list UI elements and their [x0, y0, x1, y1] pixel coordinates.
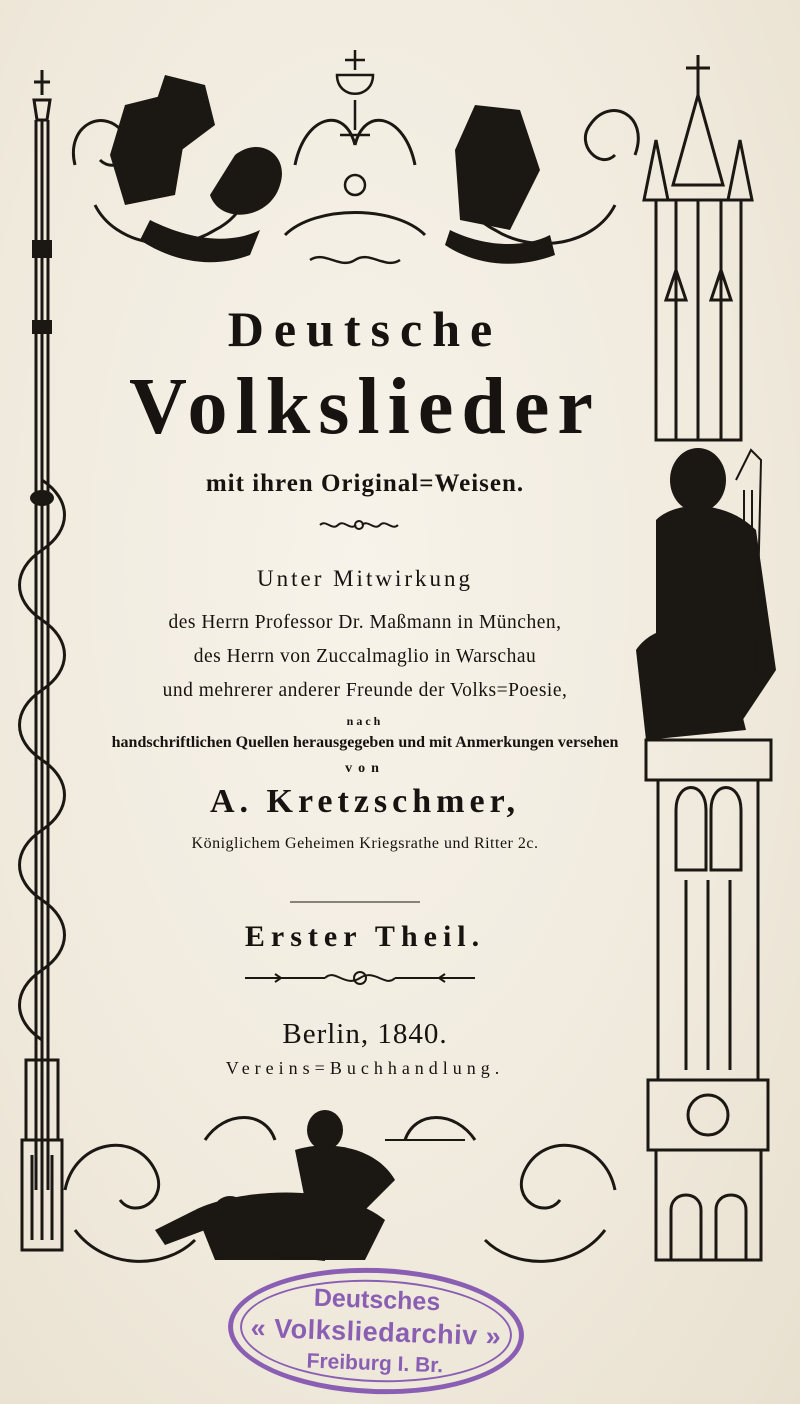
- credits-line-2: des Herrn Professor Dr. Maßmann in München,: [168, 612, 562, 633]
- title-line-2: Volkslieder: [129, 363, 601, 451]
- library-stamp: [226, 1263, 526, 1399]
- stamp-line-3: Freiburg I. Br.: [306, 1349, 444, 1378]
- credits-line-6: handschriftlichen Quellen herausgegeben und mit Anmerkungen versehen: [111, 734, 619, 751]
- author-rank: Königlichem Geheimen Kriegsrathe und Ritter 2c.: [191, 835, 539, 852]
- imprint-place-year: Berlin, 1840.: [282, 1018, 448, 1050]
- stamp-line-1: Deutsches: [313, 1283, 441, 1317]
- stamp-line-2: « Volksliedarchiv »: [250, 1312, 502, 1352]
- imprint-publisher: Vereins=Buchhandlung.: [225, 1058, 505, 1078]
- rule-ornament: [245, 968, 475, 988]
- credits-line-3: des Herrn von Zuccalmaglio in Warschau: [193, 646, 537, 667]
- credits-line-7: von: [345, 761, 385, 776]
- credits-line-1: Unter Mitwirkung: [256, 566, 473, 591]
- volume-title: Erster Theil.: [244, 920, 486, 953]
- credits-line-4: und mehrerer anderer Freunde der Volks=Poesie,: [162, 680, 568, 701]
- small-divider-ornament: [318, 517, 400, 533]
- top-vignette-ornament: [55, 45, 655, 275]
- thin-rule: [290, 900, 420, 904]
- title-line-1: Deutsche: [227, 301, 503, 357]
- author-name: A. Kretzschmer,: [209, 783, 521, 820]
- subtitle: mit ihren Original=Weisen.: [205, 470, 525, 497]
- bottom-vignette-ornament: [55, 1100, 625, 1280]
- credits-line-5: nach: [346, 714, 384, 728]
